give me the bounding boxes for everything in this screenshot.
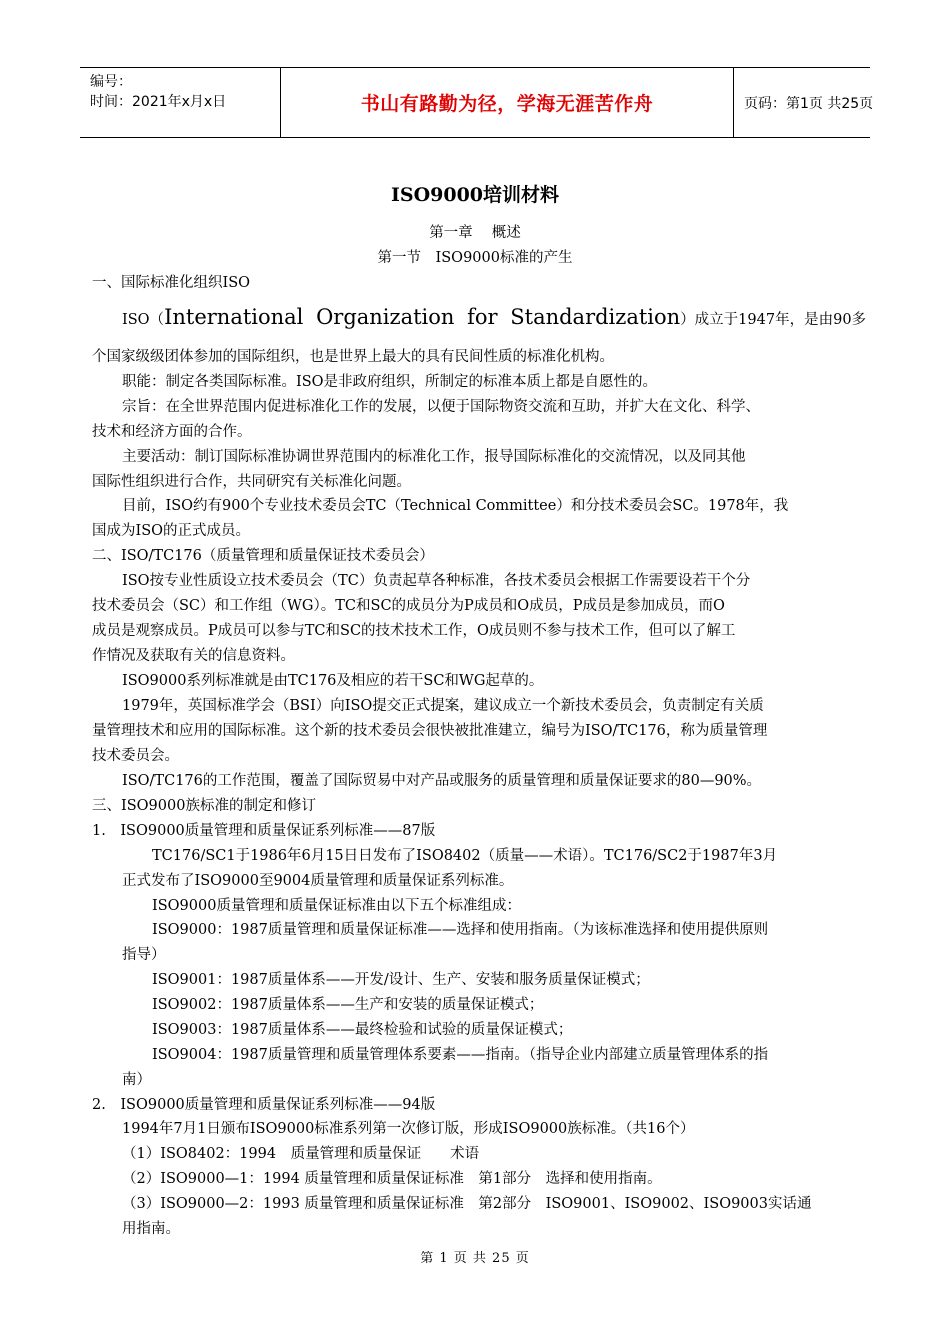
paragraph-tc: ISO按专业性质设立技术委员会（TC）负责起草各种标准，各技术委员会根据工作需要设若干个分 (122, 573, 751, 589)
iso-founding: ）成立于1947年，是由90多 (680, 312, 867, 328)
header-number: 编号： (90, 74, 132, 90)
paragraph-scope: ISO/TC176的工作范围，覆盖了国际贸易中对产品或服务的质量管理和质量保证要求的80—90%。 (122, 773, 762, 789)
text-line: 正式发布了ISO9000至9004质量管理和质量保证系列标准。 (122, 873, 514, 889)
text-line: 技术委员会。 (92, 748, 179, 764)
text-line: 南） (122, 1072, 151, 1088)
text-line: 技术委员会（SC）和工作组（WG）。TC和SC的成员分为P成员和O成员，P成员是参加成员，而O (92, 598, 725, 614)
header-page-info: 页码：第1页 共25页 (744, 95, 874, 112)
header-meta-cell (80, 68, 280, 137)
page-header (80, 67, 874, 138)
paragraph-purpose: 宗旨：在全世界范围内促进标准化工作的发展，以便于国际物资交流和互助，并扩大在文化、科学、 (122, 399, 760, 415)
paragraph-activities: 主要活动：制订国际标准协调世界范围内的标准化工作，报导国际标准化的交流情况，以及同其他 (122, 449, 746, 465)
standard-iso9003: ISO9003：1987质量体系——最终检验和试验的质量保证模式； (152, 1022, 573, 1038)
heading-iso9000-family: 三、ISO9000族标准的制定和修订 (92, 798, 316, 814)
paragraph-1994-revision: 1994年7月1日颁布ISO9000标准系列第一次修订版，形成ISO9000族标准。（共16个） (122, 1121, 695, 1137)
text-line: 国际性组织进行合作，共同研究有关标准化问题。 (92, 474, 411, 490)
standard-iso9002: ISO9002：1987质量体系——生产和安装的质量保证模式； (152, 997, 544, 1013)
paragraph-five-standards: ISO9000质量管理和质量保证标准由以下五个标准组成： (152, 898, 521, 914)
header-motto-cell (280, 68, 734, 137)
text-line: 国成为ISO的正式成员。 (92, 523, 251, 539)
iso-prefix: ISO（ (122, 312, 165, 328)
text-line: 成员是观察成员。P成员可以参与TC和SC的技术技术工作，O成员则不参与技术工作，但可以了解工 (92, 623, 736, 639)
heading-iso: 一、国际标准化组织ISO (92, 275, 251, 291)
paragraph-drafting: ISO9000系列标准就是由TC176及相应的若干SC和WG起草的。 (122, 673, 544, 689)
header-motto: 书山有路勤为径，学海无涯苦作舟 (360, 93, 654, 115)
document-title: ISO9000培训材料 (390, 184, 560, 206)
standard-iso9004: ISO9004：1987质量管理和质量管理体系要素——指南。（指导企业内部建立质量管理体系的指 (152, 1047, 769, 1063)
text-line: 个国家级级团体参加的国际组织，也是世界上最大的具有民间性质的标准化机构。 (92, 349, 614, 365)
page-footer: 第 1 页 共 25 页 (420, 1251, 530, 1266)
text-line: 指导） (122, 947, 166, 963)
paragraph-sc-release: TC176/SC1于1986年6月15日日发布了ISO8402（质量——术语）。TC176/SC2于1987年3月 (152, 848, 778, 864)
section-heading: 第一节 ISO9000标准的产生 (377, 250, 573, 266)
iso-full-name: International Organization for Standardization (164, 305, 681, 329)
paragraph-iso-intro (122, 305, 867, 329)
paragraph-committees: 目前，ISO约有900个专业技术委员会TC（Technical Committee）和分技术委员会SC。1978年，我 (122, 498, 789, 514)
paragraph-bsi: 1979年，英国标准学会（BSI）向ISO提交正式提案，建议成立一个新技术委员会，负责制定有关质 (122, 698, 764, 714)
numbered-heading-94: 2. ISO9000质量管理和质量保证系列标准——94版 (92, 1097, 436, 1113)
list-item: （3）ISO9000—2：1993 质量管理和质量保证标准 第2部分 ISO9001、ISO9002、ISO9003实话通 (122, 1196, 812, 1212)
standard-iso9001: ISO9001：1987质量体系——开发/设计、生产、安装和服务质量保证模式； (152, 972, 650, 988)
list-item: （1）ISO8402：1994 质量管理和质量保证 术语 (122, 1146, 480, 1162)
paragraph-function: 职能：制定各类国际标准。ISO是非政府组织，所制定的标准本质上都是自愿性的。 (122, 374, 658, 390)
text-line: 技术和经济方面的合作。 (92, 424, 252, 440)
chapter-heading: 第一章 概述 (429, 225, 521, 241)
text-line: 用指南。 (122, 1221, 180, 1237)
heading-tc176: 二、ISO/TC176（质量管理和质量保证技术委员会） (92, 548, 434, 564)
numbered-heading-87: 1. ISO9000质量管理和质量保证系列标准——87版 (92, 823, 436, 839)
standard-iso9000: ISO9000：1987质量管理和质量保证标准——选择和使用指南。（为该标准选择和使用提供原则 (152, 922, 769, 938)
text-line: 作情况及获取有关的信息资料。 (92, 648, 295, 664)
text-line: 量管理技术和应用的国际标准。这个新的技术委员会很快被批准建立，编号为ISO/TC176，称为质量管理 (92, 723, 768, 739)
header-date: 时间：2021年x月x日 (90, 94, 227, 110)
list-item: （2）ISO9000—1：1994 质量管理和质量保证标准 第1部分 选择和使用指南。 (122, 1171, 662, 1187)
